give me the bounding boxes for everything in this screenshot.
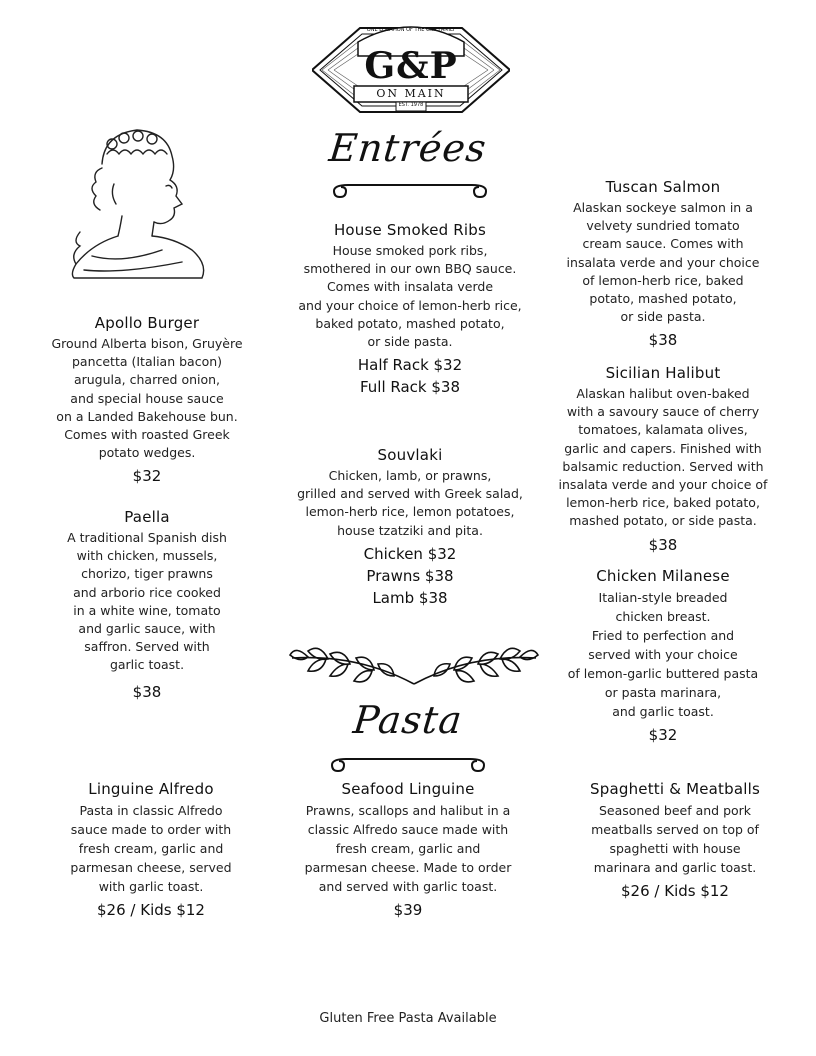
item-name: Seafood Linguine bbox=[341, 780, 475, 798]
item-name: Spaghetti & Meatballs bbox=[590, 780, 760, 798]
item-name: Linguine Alfredo bbox=[88, 780, 214, 798]
entrees-heading: Entrées bbox=[327, 126, 489, 170]
item-description: Prawns, scallops and halibut in a classic Alfredo sauce made with fresh cream, garlic and parmesan cheese. Made to order and served with garlic toast. bbox=[304, 803, 512, 894]
pasta-heading: Pasta bbox=[351, 698, 465, 742]
restaurant-logo bbox=[312, 14, 510, 118]
item-description: A traditional Spanish dish with chicken, mussels, chorizo, tiger prawns and arborio rice cooked in a white wine, tomato and garlic sauce, with saffron. Served with garlic toast. bbox=[67, 530, 227, 673]
greek-bust-illustration bbox=[62, 124, 212, 284]
item-description: Alaskan halibut oven-baked with a savoury sauce of cherry tomatoes, kalamata olives, garlic and capers. Finished with balsamic reduction. Served with insalata verde and your choice of lemon-herb rice, baked potato, mashed potato, or side pasta. bbox=[558, 386, 768, 529]
item-price: $32 bbox=[132, 467, 162, 486]
menu-item-chicken-milanese bbox=[543, 567, 783, 746]
item-description: Alaskan sockeye salmon in a velvety sundried tomato cream sauce. Comes with insalata verde and your choice of lemon-herb rice, baked potato, mashed potato, or side pasta. bbox=[566, 200, 760, 325]
logo-initials: G&P bbox=[364, 45, 458, 87]
item-price: Half Rack $32 Full Rack $38 bbox=[357, 356, 463, 397]
item-name: Tuscan Salmon bbox=[605, 178, 721, 196]
item-price: $26 / Kids $12 bbox=[621, 882, 729, 900]
item-price: $26 / Kids $12 bbox=[97, 901, 205, 919]
entrees-scroll-divider bbox=[330, 177, 490, 199]
item-description: Italian-style breaded chicken breast. Fried to perfection and served with your choice of lemon-garlic buttered pasta or pasta marinara, and garlic toast. bbox=[567, 590, 759, 719]
item-price: $38 bbox=[648, 535, 678, 554]
item-name: House Smoked Ribs bbox=[333, 221, 487, 239]
pasta-scroll-divider bbox=[328, 751, 488, 773]
menu-item-apollo-burger bbox=[32, 314, 262, 487]
logo-ribbon-text: ON MAIN bbox=[376, 87, 446, 100]
gluten-free-note: Gluten Free Pasta Available bbox=[319, 1011, 497, 1026]
menu-item-seafood-linguine bbox=[280, 780, 536, 921]
item-name: Chicken Milanese bbox=[596, 567, 730, 585]
item-name: Paella bbox=[124, 508, 170, 526]
item-name: Apollo Burger bbox=[94, 314, 200, 332]
item-price: $38 bbox=[648, 331, 678, 350]
leaf-ornament bbox=[288, 644, 540, 688]
item-price: $32 bbox=[648, 726, 678, 744]
menu-item-paella bbox=[32, 508, 262, 703]
logo-est-text: EST. 1978 bbox=[398, 102, 424, 108]
item-name: Sicilian Halibut bbox=[605, 364, 721, 382]
menu-item-souvlaki bbox=[280, 446, 540, 609]
item-description: Ground Alberta bison, Gruyère pancetta (Italian bacon) arugula, charred onion, and special house sauce on a Landed Bakehouse bun. Comes with roasted Greek potato wedges. bbox=[51, 336, 243, 461]
item-description: Chicken, lamb, or prawns, grilled and served with Greek salad, lemon-herb rice, lemon potatoes, house tzatziki and pita. bbox=[297, 468, 523, 538]
logo-arc-text: ONE LOCATION OF THE G&P FAMILY bbox=[366, 27, 456, 33]
item-name: Souvlaki bbox=[377, 446, 443, 464]
item-price: Chicken $32 Prawns $38 Lamb $38 bbox=[363, 544, 457, 607]
item-description: House smoked pork ribs, smothered in our own BBQ sauce. Comes with insalata verde and your choice of lemon-herb rice, baked potato, mashed potato, or side pasta. bbox=[298, 243, 522, 350]
item-price: $39 bbox=[393, 901, 423, 919]
menu-item-spaghetti-meatballs bbox=[555, 780, 795, 902]
menu-item-house-smoked-ribs bbox=[280, 221, 540, 398]
item-description: Seasoned beef and pork meatballs served on top of spaghetti with house marinara and garlic toast. bbox=[591, 803, 759, 875]
menu-item-linguine-alfredo bbox=[36, 780, 266, 921]
item-description: Pasta in classic Alfredo sauce made to order with fresh cream, garlic and parmesan cheese, served with garlic toast. bbox=[70, 803, 232, 894]
menu-item-sicilian-halibut bbox=[543, 364, 783, 556]
item-price: $38 bbox=[132, 682, 162, 701]
menu-item-tuscan-salmon bbox=[543, 178, 783, 351]
